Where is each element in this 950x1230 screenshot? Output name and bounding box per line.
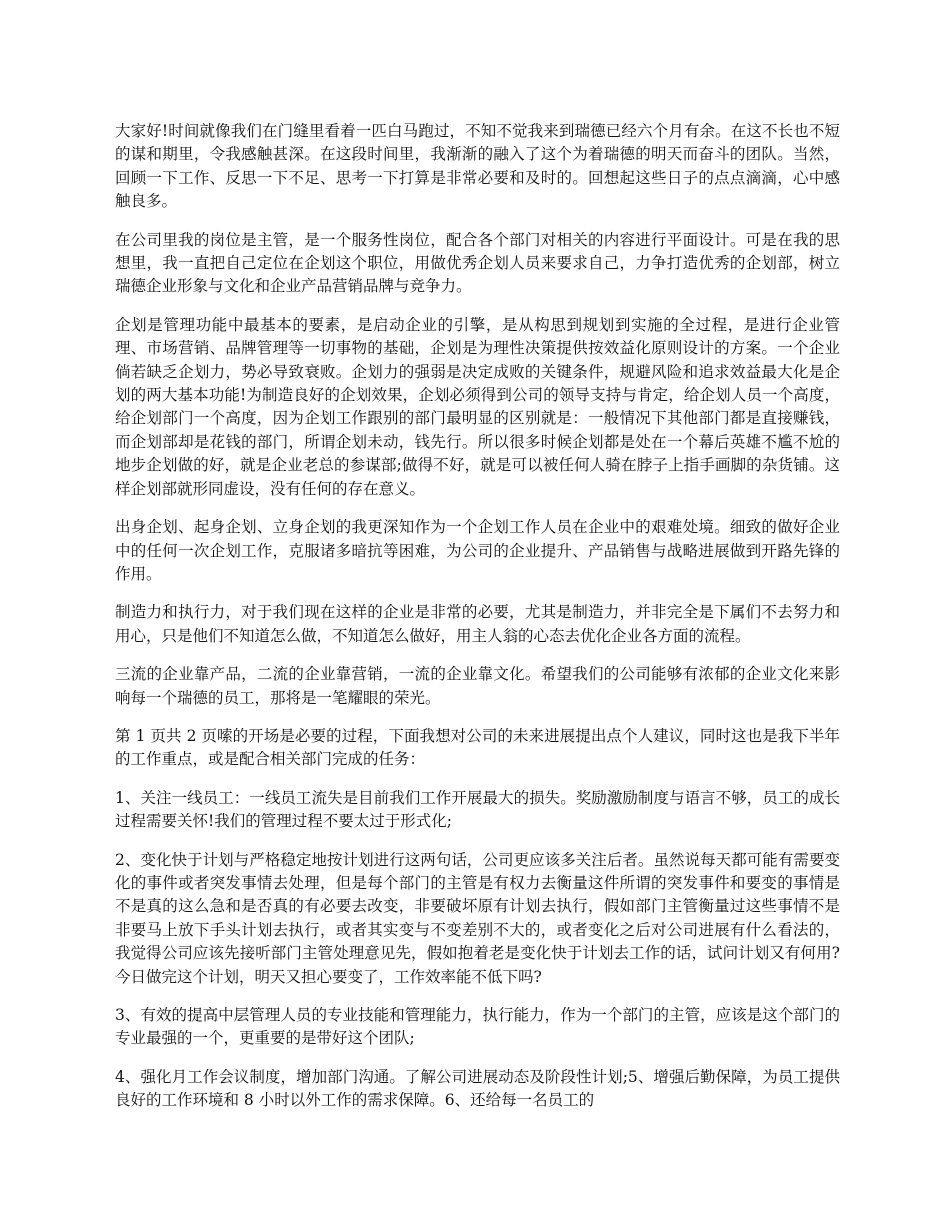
paragraph-culture: 三流的企业靠产品，二流的企业靠营销，一流的企业靠文化。希望我们的公司能够有浓郁的企业文化来影响每一个瑞德的员工，那将是一笔耀眼的荣光。 [115, 665, 840, 707]
paragraph-suggestions-intro: 第 1 页共 2 页嗦的开场是必要的过程，下面我想对公司的未来进展提出点个人建议，同时这也是我下半年的工作重点，或是配合相关部门完成的任务： [115, 726, 840, 769]
paragraph-background: 出身企划、起身企划、立身企划的我更深知作为一个企划工作人员在企业中的艰难处境。细致的做好企业中的任何一次企划工作，克服诸多暗抗等困难，为公司的企业提升、产品销售与战略进展做到开路先锋的作用。 [115, 518, 840, 583]
document-body [115, 120, 840, 1128]
paragraph-position: 在公司里我的岗位是主管，是一个服务性岗位，配合各个部门对相关的内容进行平面设计。可是在我的思想里，我一直把自己定位在企划这个职位，用做优秀企划人员来要求自己，力争打造优秀的企划部，树立瑞德企业形象与文化和企业产品营销品牌与竞争力。 [115, 230, 840, 296]
paragraph-intro: 大家好!时间就像我们在门缝里看着一匹白马跑过，不知不觉我来到瑞德已经六个月有余。在这不长也不短的谋和期里，令我感触甚深。在这段时间里，我渐渐的融入了这个为着瑞德的明天而奋斗的团队。当然，回顾一下工作、反思一下不足、思考一下打算是非常必要和及时的。回想起这些日子的点点滴滴，心中感触良多。 [115, 122, 840, 211]
paragraph-suggestion-1: 1、关注一线员工：一线员工流失是目前我们工作开展最大的损失。奖励激励制度与语言不够，员工的成长过程需要关怀!我们的管理过程不要太过于形式化; [115, 788, 840, 831]
paragraph-suggestion-4: 4、强化月工作会议制度，增加部门沟通。了解公司进展动态及阶段性计划;5、增强后勤保障，为员工提供良好的工作环境和 8 小时以外工作的需求保障。6、还给每一名员工的 [115, 1067, 840, 1110]
paragraph-suggestion-2: 2、变化快于计划与严格稳定地按计划进行这两句话，公司更应该多关注后者。虽然说每天都可能有需要变化的事件或者突发事情去处理，但是每个部门的主管是有权力去衡量这件所谓的突发事件和要变的事情是不是真的这么急和是否真的有必要去改变，非要破坏原有计划去执行，假如部门主管衡量过这些事情不是非要马上放下手头计划去执行，或者其实变与不变差别不大的，或者变化之后对公司进展有什么看法的，我觉得公司应该先接听部门主管处理意见先，假如抱着老是变化快于计划去工作的话，试问计划又有何用?今日做完这个计划，明天又担心要变了，工作效率能不低下吗? [115, 850, 840, 986]
paragraph-suggestion-3: 3、有效的提高中层管理人员的专业技能和管理能力，执行能力，作为一个部门的主管，应该是这个部门的专业最强的一个，更重要的是带好这个团队; [115, 1006, 840, 1048]
paragraph-execution: 制造力和执行力，对于我们现在这样的企业是非常的必要，尤其是制造力，并非完全是下属们不去努力和用心，只是他们不知道怎么做，不知道怎么做好，用主人翁的心态去优化企业各方面的流程。 [115, 603, 840, 645]
paragraph-planning-role: 企划是管理功能中最基本的要素，是启动企业的引擎，是从构思到规划到实施的全过程，是进行企业管理、市场营销、品牌管理等一切事物的基础，企划是为理性决策提供按效益化原则设计的方案。一个企业倘若缺乏企划力，势必导致衰败。企划力的强弱是决定成败的关键条件，规避风险和追求效益最大化是企划的两大基本功能!为制造良好的企划效果，企划必须得到公司的领导支持与肯定，给企划人员一个高度，给企划部门一个高度，因为企划工作跟别的部门最明显的区别就是：一般情况下其他部门都是直接赚钱，而企划部却是花钱的部门，所谓企划未动，钱先行。所以很多时候企划都是处在一个幕后英雄不尴不尬的地步企划做的好，就是企业老总的参谋部;做得不好，就是可以被任何人骑在脖子上指手画脚的杂货铺。这样企划部就形同虚设，没有任何的存在意义。 [115, 315, 840, 498]
